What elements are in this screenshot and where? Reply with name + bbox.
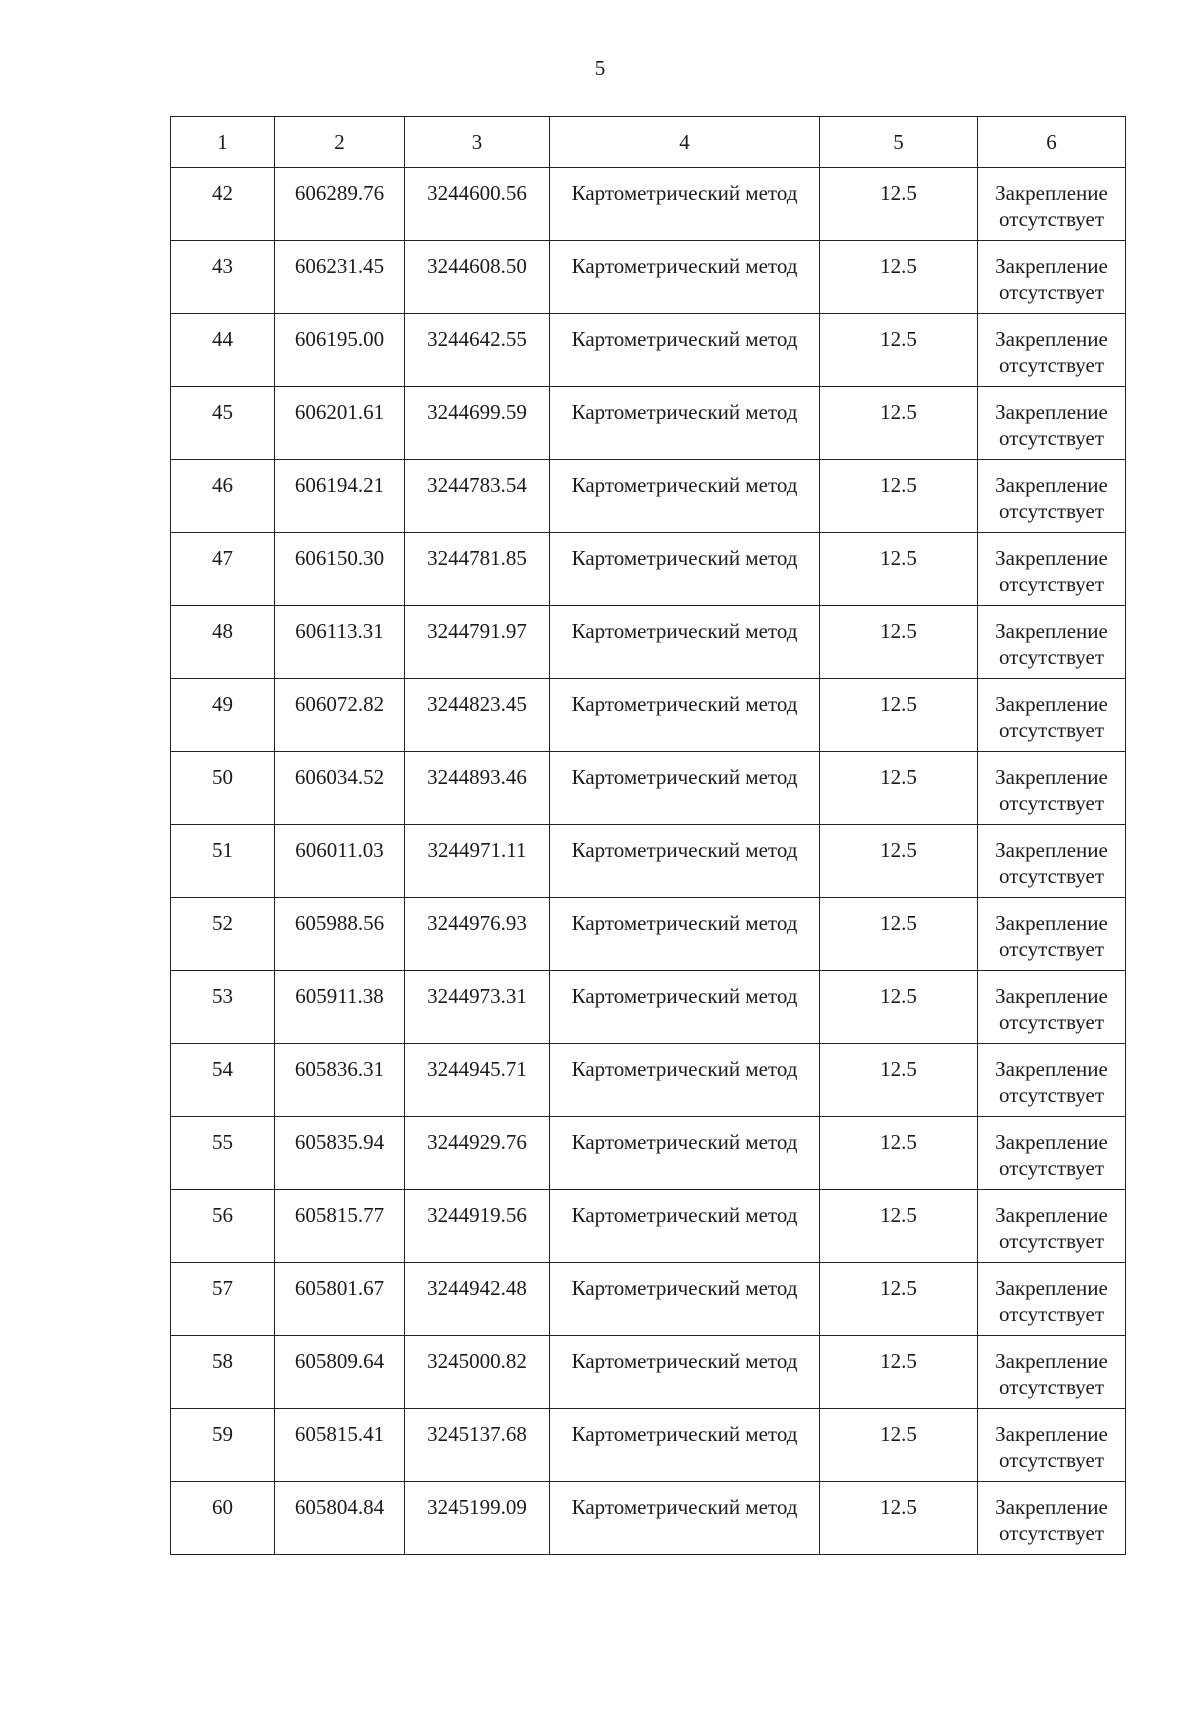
y-coordinate-cell: 3244823.45 (405, 679, 550, 752)
y-coordinate-cell: 3244783.54 (405, 460, 550, 533)
y-coordinate-cell: 3244973.31 (405, 971, 550, 1044)
column-header-5: 5 (820, 117, 978, 168)
point-number-cell: 58 (171, 1336, 275, 1409)
point-number-cell: 47 (171, 533, 275, 606)
fixation-cell: Закрепление отсутствует (978, 1409, 1126, 1482)
x-coordinate-cell: 605988.56 (275, 898, 405, 971)
point-number-cell: 55 (171, 1117, 275, 1190)
table-row (171, 679, 1126, 752)
fixation-cell: Закрепление отсутствует (978, 533, 1126, 606)
table-row (171, 460, 1126, 533)
method-cell: Картометрический метод (550, 1263, 820, 1336)
method-cell: Картометрический метод (550, 752, 820, 825)
x-coordinate-cell: 606072.82 (275, 679, 405, 752)
point-number-cell: 45 (171, 387, 275, 460)
method-cell: Картометрический метод (550, 1044, 820, 1117)
header-row (171, 117, 1126, 168)
fixation-cell: Закрепление отсутствует (978, 1190, 1126, 1263)
fixation-cell: Закрепление отсутствует (978, 679, 1126, 752)
x-coordinate-cell: 606289.76 (275, 168, 405, 241)
x-coordinate-cell: 605801.67 (275, 1263, 405, 1336)
point-number-cell: 44 (171, 314, 275, 387)
y-coordinate-cell: 3245137.68 (405, 1409, 550, 1482)
x-coordinate-cell: 605804.84 (275, 1482, 405, 1555)
table-row (171, 1482, 1126, 1555)
table-row (171, 314, 1126, 387)
error-cell: 12.5 (820, 971, 978, 1044)
error-cell: 12.5 (820, 1044, 978, 1117)
point-number-cell: 50 (171, 752, 275, 825)
fixation-cell: Закрепление отсутствует (978, 314, 1126, 387)
method-cell: Картометрический метод (550, 679, 820, 752)
point-number-cell: 48 (171, 606, 275, 679)
x-coordinate-cell: 606011.03 (275, 825, 405, 898)
y-coordinate-cell: 3244893.46 (405, 752, 550, 825)
fixation-cell: Закрепление отсутствует (978, 1044, 1126, 1117)
point-number-cell: 51 (171, 825, 275, 898)
x-coordinate-cell: 606231.45 (275, 241, 405, 314)
error-cell: 12.5 (820, 460, 978, 533)
method-cell: Картометрический метод (550, 898, 820, 971)
x-coordinate-cell: 606034.52 (275, 752, 405, 825)
y-coordinate-cell: 3244945.71 (405, 1044, 550, 1117)
table-row (171, 1044, 1126, 1117)
x-coordinate-cell: 605815.41 (275, 1409, 405, 1482)
method-cell: Картометрический метод (550, 460, 820, 533)
point-number-cell: 52 (171, 898, 275, 971)
fixation-cell: Закрепление отсутствует (978, 241, 1126, 314)
column-header-3: 3 (405, 117, 550, 168)
x-coordinate-cell: 605809.64 (275, 1336, 405, 1409)
method-cell: Картометрический метод (550, 168, 820, 241)
point-number-cell: 60 (171, 1482, 275, 1555)
fixation-cell: Закрепление отсутствует (978, 1336, 1126, 1409)
method-cell: Картометрический метод (550, 387, 820, 460)
y-coordinate-cell: 3244608.50 (405, 241, 550, 314)
method-cell: Картометрический метод (550, 241, 820, 314)
y-coordinate-cell: 3244976.93 (405, 898, 550, 971)
error-cell: 12.5 (820, 1190, 978, 1263)
column-header-2: 2 (275, 117, 405, 168)
error-cell: 12.5 (820, 533, 978, 606)
fixation-cell: Закрепление отсутствует (978, 1263, 1126, 1336)
y-coordinate-cell: 3244942.48 (405, 1263, 550, 1336)
point-number-cell: 59 (171, 1409, 275, 1482)
x-coordinate-cell: 606195.00 (275, 314, 405, 387)
fixation-cell: Закрепление отсутствует (978, 1117, 1126, 1190)
table-row (171, 825, 1126, 898)
method-cell: Картометрический метод (550, 825, 820, 898)
y-coordinate-cell: 3244642.55 (405, 314, 550, 387)
error-cell: 12.5 (820, 387, 978, 460)
method-cell: Картометрический метод (550, 1117, 820, 1190)
x-coordinate-cell: 606150.30 (275, 533, 405, 606)
table-header (171, 117, 1126, 168)
method-cell: Картометрический метод (550, 1190, 820, 1263)
table-row (171, 606, 1126, 679)
table-row (171, 752, 1126, 825)
page-number: 5 (594, 56, 606, 80)
point-number-cell: 53 (171, 971, 275, 1044)
y-coordinate-cell: 3245000.82 (405, 1336, 550, 1409)
point-number-cell: 42 (171, 168, 275, 241)
fixation-cell: Закрепление отсутствует (978, 971, 1126, 1044)
table-row (171, 898, 1126, 971)
y-coordinate-cell: 3244929.76 (405, 1117, 550, 1190)
table-row (171, 533, 1126, 606)
fixation-cell: Закрепление отсутствует (978, 168, 1126, 241)
error-cell: 12.5 (820, 752, 978, 825)
table-body (171, 168, 1126, 1555)
table-row (171, 1263, 1126, 1336)
x-coordinate-cell: 605836.31 (275, 1044, 405, 1117)
method-cell: Картометрический метод (550, 314, 820, 387)
table-row (171, 168, 1126, 241)
method-cell: Картометрический метод (550, 533, 820, 606)
error-cell: 12.5 (820, 898, 978, 971)
table-row (171, 971, 1126, 1044)
y-coordinate-cell: 3244600.56 (405, 168, 550, 241)
method-cell: Картометрический метод (550, 1482, 820, 1555)
point-number-cell: 49 (171, 679, 275, 752)
error-cell: 12.5 (820, 168, 978, 241)
coordinates-table (170, 116, 1126, 1555)
x-coordinate-cell: 606113.31 (275, 606, 405, 679)
error-cell: 12.5 (820, 1117, 978, 1190)
table-row (171, 1409, 1126, 1482)
error-cell: 12.5 (820, 679, 978, 752)
method-cell: Картометрический метод (550, 1336, 820, 1409)
x-coordinate-cell: 605835.94 (275, 1117, 405, 1190)
fixation-cell: Закрепление отсутствует (978, 898, 1126, 971)
table-row (171, 387, 1126, 460)
table-row (171, 1190, 1126, 1263)
point-number-cell: 43 (171, 241, 275, 314)
fixation-cell: Закрепление отсутствует (978, 387, 1126, 460)
table-row (171, 1336, 1126, 1409)
error-cell: 12.5 (820, 1336, 978, 1409)
x-coordinate-cell: 606194.21 (275, 460, 405, 533)
y-coordinate-cell: 3244781.85 (405, 533, 550, 606)
column-header-6: 6 (978, 117, 1126, 168)
error-cell: 12.5 (820, 606, 978, 679)
method-cell: Картометрический метод (550, 606, 820, 679)
y-coordinate-cell: 3244791.97 (405, 606, 550, 679)
table-row (171, 241, 1126, 314)
y-coordinate-cell: 3244699.59 (405, 387, 550, 460)
point-number-cell: 56 (171, 1190, 275, 1263)
y-coordinate-cell: 3244919.56 (405, 1190, 550, 1263)
y-coordinate-cell: 3244971.11 (405, 825, 550, 898)
fixation-cell: Закрепление отсутствует (978, 1482, 1126, 1555)
method-cell: Картометрический метод (550, 1409, 820, 1482)
x-coordinate-cell: 606201.61 (275, 387, 405, 460)
column-header-4: 4 (550, 117, 820, 168)
point-number-cell: 57 (171, 1263, 275, 1336)
fixation-cell: Закрепление отсутствует (978, 752, 1126, 825)
method-cell: Картометрический метод (550, 971, 820, 1044)
error-cell: 12.5 (820, 241, 978, 314)
point-number-cell: 54 (171, 1044, 275, 1117)
y-coordinate-cell: 3245199.09 (405, 1482, 550, 1555)
error-cell: 12.5 (820, 1482, 978, 1555)
table-row (171, 1117, 1126, 1190)
error-cell: 12.5 (820, 825, 978, 898)
error-cell: 12.5 (820, 1263, 978, 1336)
x-coordinate-cell: 605911.38 (275, 971, 405, 1044)
fixation-cell: Закрепление отсутствует (978, 460, 1126, 533)
fixation-cell: Закрепление отсутствует (978, 606, 1126, 679)
column-header-1: 1 (171, 117, 275, 168)
fixation-cell: Закрепление отсутствует (978, 825, 1126, 898)
error-cell: 12.5 (820, 1409, 978, 1482)
x-coordinate-cell: 605815.77 (275, 1190, 405, 1263)
point-number-cell: 46 (171, 460, 275, 533)
error-cell: 12.5 (820, 314, 978, 387)
